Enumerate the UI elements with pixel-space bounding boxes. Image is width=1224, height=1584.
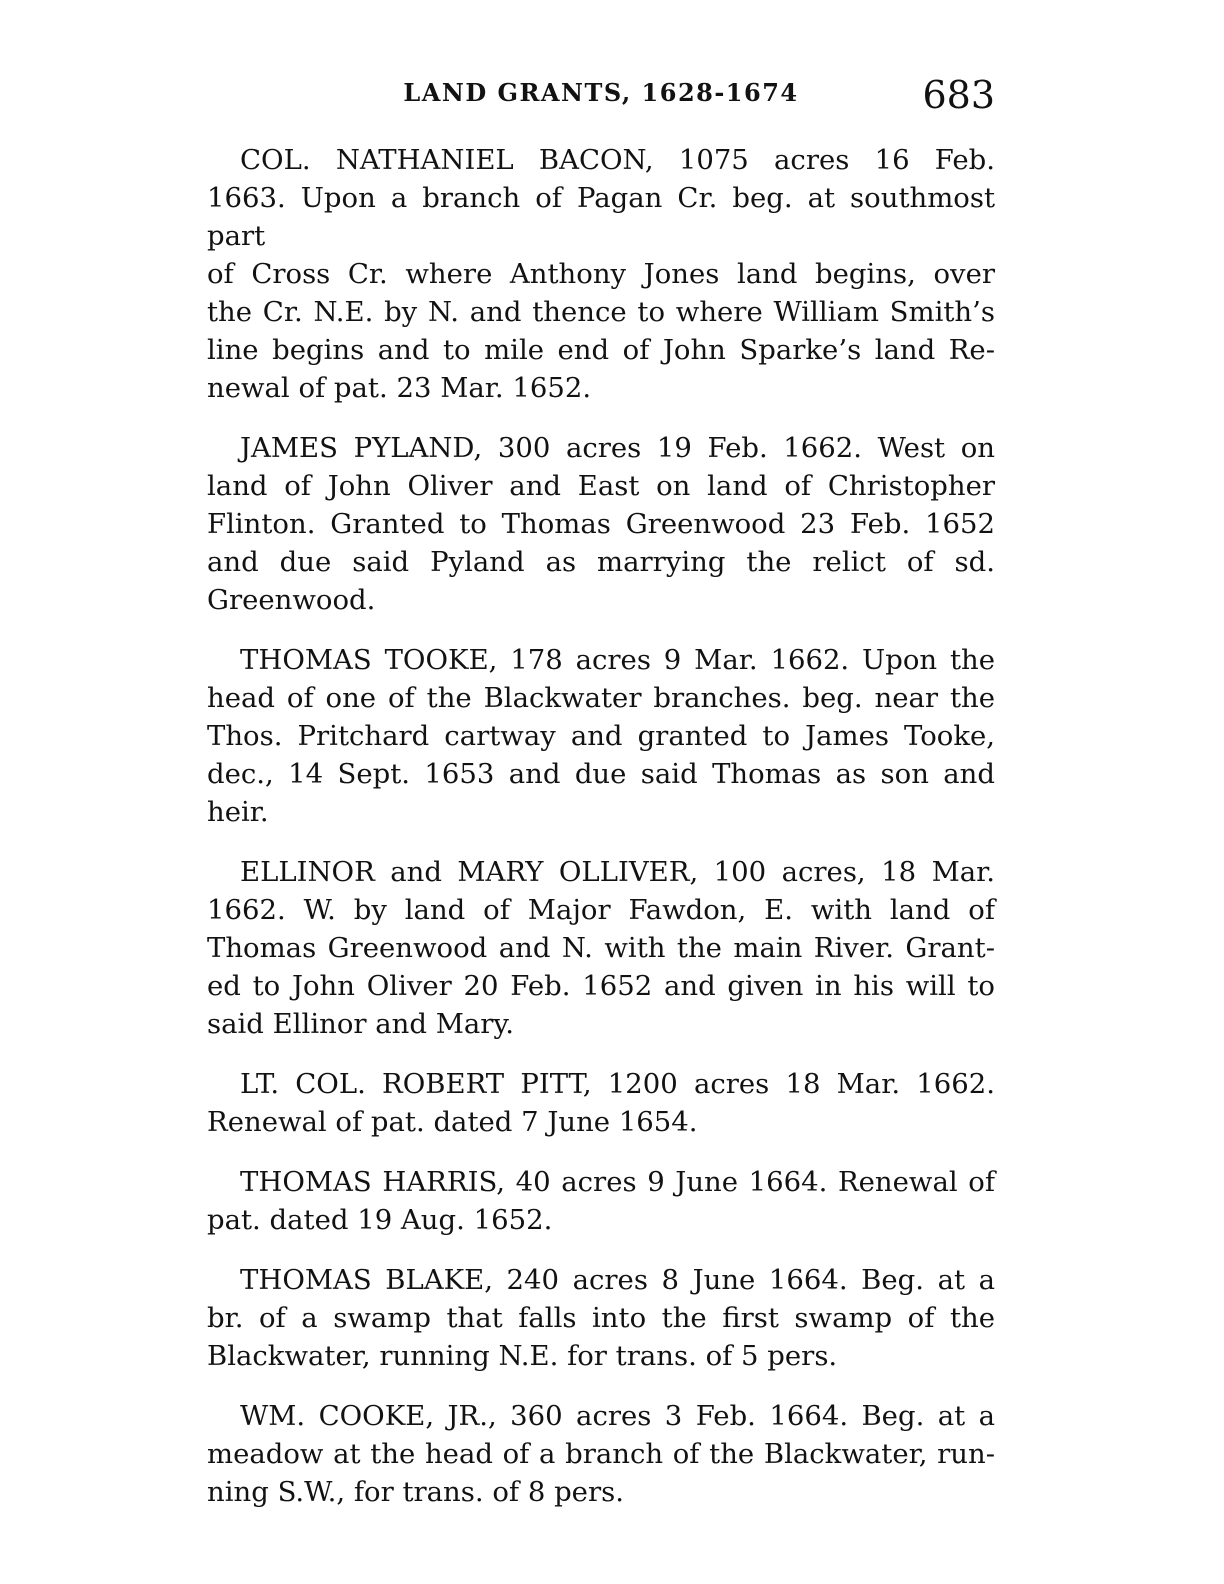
text-line: and due said Pyland as marrying the relict of sd. [207,546,995,578]
text-line: ning S.W., for trans. of 8 pers. [207,1476,624,1508]
text-line: Greenwood. [207,584,376,616]
text-line: ELLINOR and MARY OLLIVER, 100 acres, 18 Mar. [240,856,995,888]
land-grant-entry-pitt [207,1065,995,1141]
text-line: COL. NATHANIEL BACON, 1075 acres 16 Feb. [240,144,995,176]
land-grant-entry-blake [207,1261,995,1375]
text-line: Flinton. Granted to Thomas Greenwood 23 Feb. 1652 [207,508,995,540]
text-line: land of John Oliver and East on land of Christopher [207,470,995,502]
text-block [207,141,995,1533]
page-header [207,73,995,119]
text-line: THOMAS TOOKE, 178 acres 9 Mar. 1662. Upon the [240,644,995,676]
text-line: ed to John Oliver 20 Feb. 1652 and given in his will to [207,970,995,1002]
text-line: Renewal of pat. dated 7 June 1654. [207,1106,698,1138]
text-line: THOMAS HARRIS, 40 acres 9 June 1664. Renewal of [240,1166,995,1198]
text-line: dec., 14 Sept. 1653 and due said Thomas as son and heir. [207,758,995,828]
land-grant-entry-tooke [207,641,995,831]
text-line: 1662. W. by land of Major Fawdon, E. with land of [207,894,995,926]
text-line: LT. COL. ROBERT PITT, 1200 acres 18 Mar. 1662. [240,1068,995,1100]
text-line: newal of pat. 23 Mar. 1652. [207,372,592,404]
land-grant-entry-harris [207,1163,995,1239]
land-grant-entry-cooke [207,1397,995,1511]
text-line: the Cr. N.E. by N. and thence to where William Smith’s [207,296,995,328]
text-line: 1663. Upon a branch of Pagan Cr. beg. at southmost part [207,182,995,252]
text-line: said Ellinor and Mary. [207,1008,515,1040]
land-grant-entry-olliver [207,853,995,1043]
text-line: head of one of the Blackwater branches. beg. near the [207,682,995,714]
text-line: line begins and to mile end of John Sparke’s land Re- [207,334,995,366]
land-grant-entry-pyland [207,429,995,619]
text-line: JAMES PYLAND, 300 acres 19 Feb. 1662. West on [240,432,995,464]
text-line: pat. dated 19 Aug. 1652. [207,1204,553,1236]
text-line: Thos. Pritchard cartway and granted to James Tooke, [207,720,995,752]
text-line: Blackwater, running N.E. for trans. of 5 pers. [207,1340,838,1372]
page-number: 683 [922,73,995,117]
text-line: Thomas Greenwood and N. with the main River. Grant- [207,932,995,964]
text-line: of Cross Cr. where Anthony Jones land begins, over [207,258,995,290]
text-line: meadow at the head of a branch of the Blackwater, run- [207,1438,995,1470]
land-grant-entry-bacon [207,141,995,407]
running-title: LAND GRANTS, 1628-1674 [403,78,799,107]
text-line: br. of a swamp that falls into the first swamp of the [207,1302,995,1334]
text-line: THOMAS BLAKE, 240 acres 8 June 1664. Beg. at a [240,1264,995,1296]
text-line: WM. COOKE, JR., 360 acres 3 Feb. 1664. Beg. at a [240,1400,995,1432]
